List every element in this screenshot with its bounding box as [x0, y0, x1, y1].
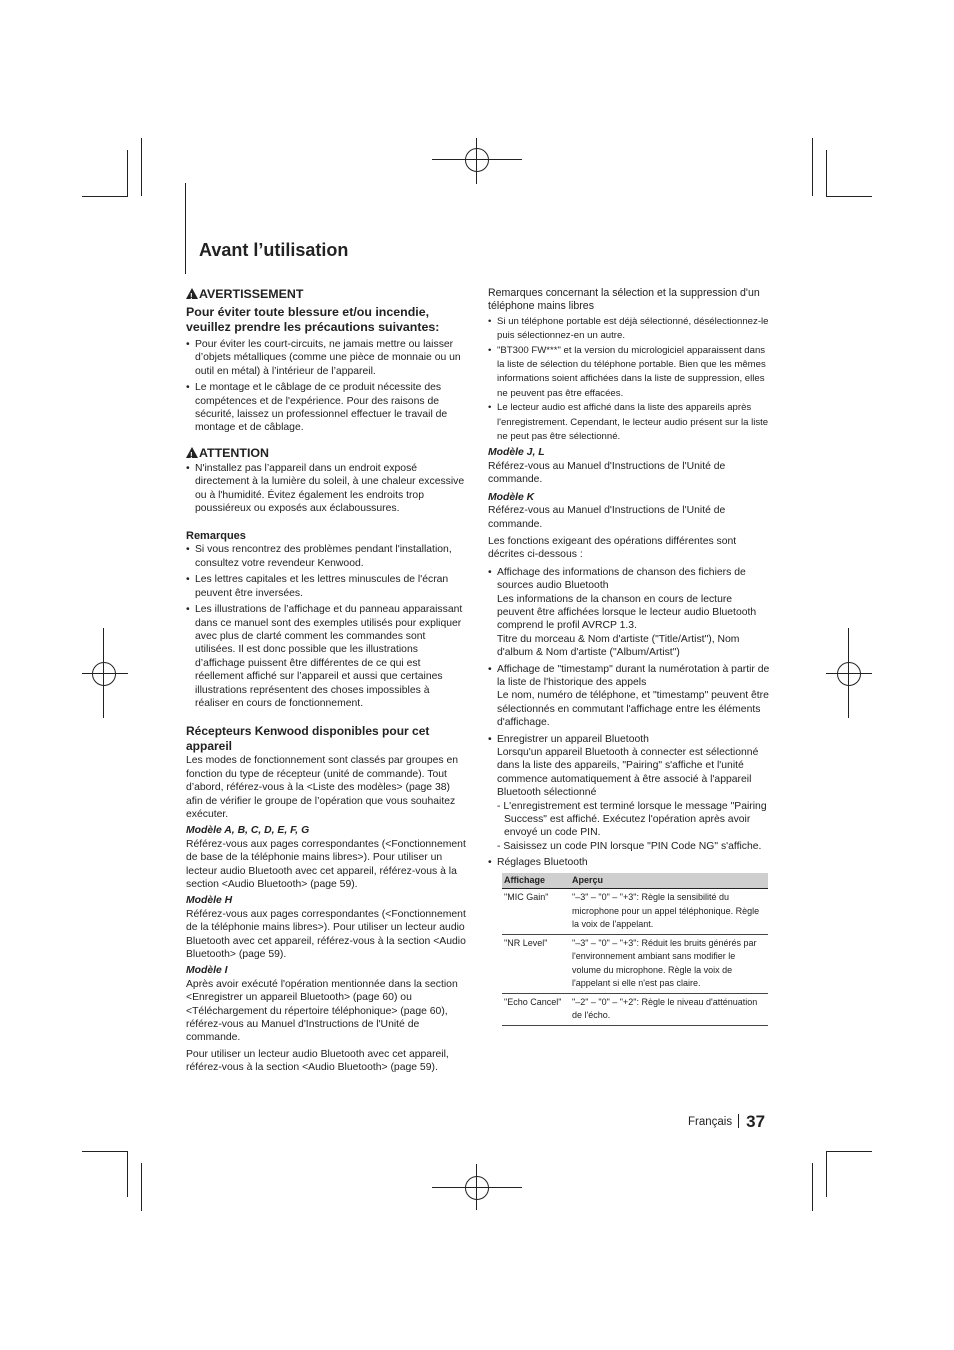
function-item — [497, 566, 770, 660]
function-body: Lorsqu'un appareil Bluetooth à connecter est sélectionné dans la liste des appareils, "Pairing" s'affiche et l'unité commence automatiquement à être associé à l'appareil Bluetooth sélectionné — [497, 747, 759, 799]
table-cell: "–3" – "0" – "+3": Réduit les bruits générés par l'environnement ambiant sans modifier le volume du microphone. Règle la voix de l'appelant si elle n'est pas claire. — [570, 934, 768, 993]
list-item: • Pour éviter les court-circuits, ne jamais mettre ou laisser d’objets métalliques (comme une pièce de monnaie ou un outil en métal) à l’intérieur de l’appareil. — [195, 338, 466, 378]
left-column — [186, 287, 466, 1075]
model-text: Après avoir exécuté l'opération mentionnée dans la section <Enregistrer un appareil Bluetooth> (page 60) ou <Téléchargement du répertoire téléphonique> (page 60), référez-vous au Manuel d'Instructions de l'Unité de commande. — [186, 978, 458, 1044]
function-note: - Saisissez un code PIN lorsque "PIN Code NG" s'affiche. — [497, 840, 762, 852]
warning-subheading: Pour éviter toute blessure et/ou incendie, veuillez prendre les précautions suivantes: — [186, 305, 440, 334]
list-item: • Les illustrations de l’affichage et du panneau apparaissant dans ce manuel sont des exemples utilisés pour expliquer avec plus de clarté comment les commandes sont utilisées. Il est donc possible que les illustrations d’affichage puissent être différentes de ce qui est réellement affiché sur l’appareil et aussi que certaines illustrations représentent des choses impossibles à réaliser en cours de fonctionnement. — [195, 603, 466, 710]
model-text: Référez-vous aux pages correspondantes (<Fonctionnement de base de la téléphonie mains libres>). Pour utiliser un lecteur audio Bluetooth avec cet appareil, référez-vous à la section <Audio Bluetooth> (page 59). — [186, 838, 466, 890]
functions-list — [488, 566, 770, 870]
page-footer — [688, 1112, 765, 1132]
functions-intro: Les fonctions exigeant des opérations différentes sont décrites ci-dessous : — [488, 535, 737, 561]
table-row — [502, 889, 768, 935]
receivers-heading: Récepteurs Kenwood disponibles pour cet appareil — [186, 724, 430, 754]
function-title: • Enregistrer un appareil Bluetooth — [497, 733, 649, 745]
list-item: • Les lettres capitales et les lettres minuscules de l'écran peuvent être inversées. — [195, 573, 466, 600]
model-text: Référez-vous aux pages correspondantes (<Fonctionnement de la téléphonie mains libres>). Pour utiliser un lecteur audio Bluetooth avec cet appareil, référez-vous à la section <Audio Bluetooth> (page 59). — [186, 908, 466, 961]
warning-list — [186, 338, 466, 435]
model-heading: Modèle I — [186, 965, 228, 977]
table-cell: "Echo Cancel" — [502, 993, 570, 1025]
title-bar — [185, 183, 186, 274]
function-item — [497, 856, 770, 869]
warning-heading: !AVERTISSEMENT — [186, 287, 466, 302]
footer-language: Français — [688, 1116, 733, 1128]
function-item — [497, 733, 770, 854]
table-row — [502, 934, 768, 993]
table-cell: "–3" – "0" – "+3": Règle la sensibilité du microphone pour un appel téléphonique. Règle la voix de l'appelant. — [570, 889, 768, 935]
bluetooth-settings-table — [502, 873, 768, 1026]
function-title: • Affichage des informations de chanson des fichiers de sources audio Bluetooth — [497, 566, 746, 592]
list-item: • Si vous rencontrez des problèmes pendant l'installation, consultez votre revendeur Kenwood. — [195, 543, 466, 570]
attention-list — [186, 462, 466, 516]
receivers-intro: Les modes de fonctionnement sont classés par groupes en fonction du type de récepteur (unité de commande). Tout d’abord, référez-vous à la <Liste des modèles> (page 38) afin de vérifier le groupe de l’opération que vous souhaitez exécuter. — [186, 755, 459, 820]
page-number: 37 — [746, 1112, 766, 1131]
function-title: • Réglages Bluetooth — [497, 857, 588, 869]
function-note: - L'enregistrement est terminé lorsque le message "Pairing Success" est affiché. Exécutez l'opération après avoir envoyé un code PIN. — [497, 800, 767, 839]
function-item — [497, 663, 770, 730]
table-row — [502, 993, 768, 1025]
footer-divider — [738, 1114, 739, 1128]
list-item: • "BT300 FW***" et la version du micrologiciel apparaissent dans la liste de sélection du téléphone portable. Bien que les mêmes informations soient affichées dans la liste de suppression, elles ne peuvent pas être effacées. — [497, 344, 770, 402]
table-header: Affichage — [502, 873, 570, 889]
remarks-heading: Remarques — [186, 530, 246, 543]
function-title: • Affichage de "timestamp" durant la numérotation à partir de la liste de l'historique des appels — [497, 663, 770, 688]
model-heading: Modèle A, B, C, D, E, F, G — [186, 825, 310, 837]
remarks-list — [186, 543, 466, 710]
model-heading: Modèle K — [488, 491, 535, 503]
right-column — [488, 287, 770, 1026]
table-cell: "MIC Gain" — [502, 889, 570, 935]
receivers-closing: Pour utiliser un lecteur audio Bluetooth avec cet appareil, référez-vous à la section <Audio Bluetooth> (page 59). — [186, 1048, 449, 1074]
model-heading: Modèle H — [186, 895, 233, 907]
table-header-row — [502, 873, 768, 889]
page-title: Avant l’utilisation — [199, 240, 349, 260]
table-cell: "–2" – "0" – "+2": Règle le niveau d'atténuation de l'écho. — [570, 993, 768, 1025]
function-body: Les informations de la chanson en cours de lecture peuvent être affichées lorsque le lecteur audio Bluetooth comprend le profil AVRCP 1.3. Titre du morceau & Nom d'artiste ("Title/Artist"), Nom d'album & Nom d'artiste ("Album/Artist") — [497, 593, 757, 659]
model-text: Référez-vous au Manuel d'Instructions de l'Unité de commande. — [488, 505, 726, 530]
list-item: • Si un téléphone portable est déjà sélectionné, désélectionnez-le puis sélectionnez-en un autre. — [497, 315, 770, 344]
selection-list — [488, 315, 770, 445]
table-cell: "NR Level" — [502, 934, 570, 993]
list-item: • N'installez pas l’appareil dans un endroit exposé directement à la lumière du soleil, à une chaleur excessive ou à l'humidité. Évitez également les endroits trop poussiéreux ou exposés aux éclaboussures. — [195, 462, 466, 516]
warning-icon — [186, 288, 198, 299]
list-item: • Le montage et le câblage de ce produit nécessite des compétences et de l'expérience. Pour des raisons de sécurité, laissez un professionnel effectuer le travail de montage et de câblage. — [195, 381, 466, 435]
selection-heading: Remarques concernant la sélection et la suppression d'un téléphone mains libres — [488, 287, 760, 313]
function-body: Le nom, numéro de téléphone, et "timestamp" peuvent être sélectionnés en commutant l'affichage entre les éléments d'affichage. — [497, 690, 769, 729]
warning-icon — [186, 447, 198, 458]
table-header: Aperçu — [570, 873, 768, 889]
list-item: • Le lecteur audio est affiché dans la liste des appareils après l'enregistrement. Cependant, le lecteur audio présent sur la liste ne peut pas être sélectionné. — [497, 401, 770, 444]
model-heading: Modèle J, L — [488, 447, 545, 459]
model-text: Référez-vous au Manuel d'Instructions de l'Unité de commande. — [488, 460, 726, 486]
attention-heading: !ATTENTION — [186, 446, 466, 461]
